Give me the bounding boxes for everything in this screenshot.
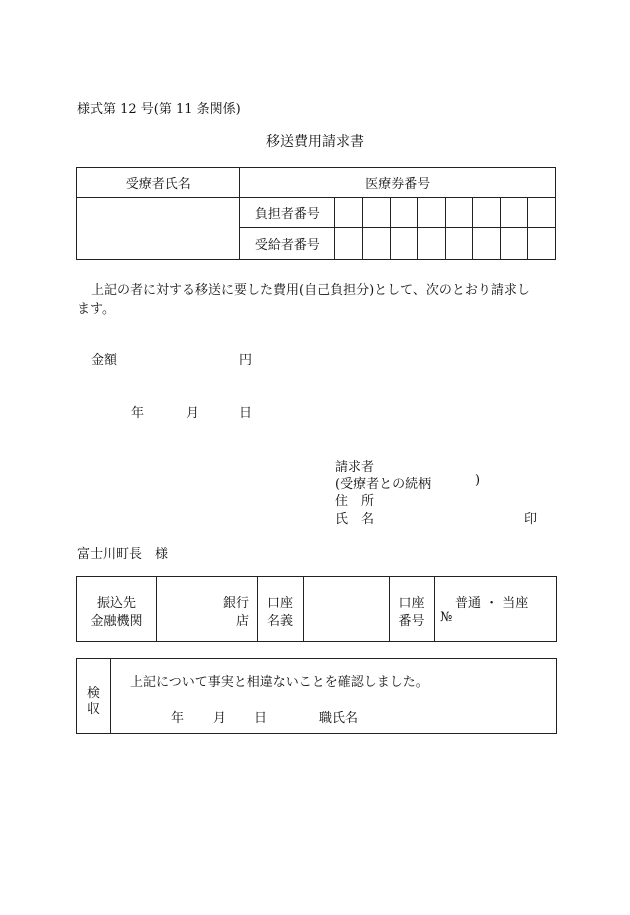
certificate-table	[76, 167, 556, 260]
inspection-month: 月	[213, 711, 227, 726]
recipient-digit-cell[interactable]	[445, 228, 473, 260]
institution-label: 金融機関	[90, 614, 143, 629]
account-number-label1: 口座	[398, 596, 425, 611]
inspection-label-1: 検	[86, 686, 100, 701]
account-holder-field[interactable]	[304, 578, 388, 640]
recipient-digit-cell[interactable]	[335, 228, 363, 260]
bank-table	[76, 576, 557, 642]
recipient-digit-cell[interactable]	[390, 228, 418, 260]
recipient-digit-cell[interactable]	[362, 228, 390, 260]
branch-suffix: 店	[236, 614, 250, 629]
inspection-box	[76, 658, 557, 734]
body-text-line1: 上記の者に対する移送に要した費用(自己負担分)として、次のとおり請求し	[91, 283, 530, 298]
burden-digit-cell[interactable]	[528, 198, 556, 228]
form-number: 様式第 12 号(第 11 条関係)	[77, 102, 241, 117]
recipient-digit-cell[interactable]	[500, 228, 528, 260]
date-day: 日	[239, 406, 253, 421]
burden-number-label: 負担者番号	[240, 198, 335, 228]
claimant-address: 住 所	[335, 494, 375, 509]
patient-name-header: 受療者氏名	[77, 168, 240, 198]
account-holder-label2: 名義	[266, 614, 293, 629]
burden-digit-cell[interactable]	[500, 198, 528, 228]
amount-unit: 円	[239, 353, 253, 368]
account-holder-label1: 口座	[266, 596, 293, 611]
claimant-name: 氏 名	[335, 512, 375, 527]
claimant-relation: (受療者との続柄	[335, 477, 432, 492]
account-number-label2: 番号	[398, 614, 425, 629]
inspection-label-2: 収	[86, 702, 100, 717]
bank-suffix: 銀行	[223, 596, 250, 611]
body-text-line2: ます。	[77, 302, 115, 317]
burden-digit-cell[interactable]	[473, 198, 501, 228]
certificate-number-header: 医療券番号	[240, 168, 556, 198]
recipient-digit-cell[interactable]	[418, 228, 446, 260]
inspection-day: 日	[254, 711, 268, 726]
patient-name-field[interactable]	[77, 198, 240, 260]
burden-digit-cell[interactable]	[390, 198, 418, 228]
seal-mark: 印	[524, 512, 538, 527]
claimant-relation-close: )	[475, 473, 481, 488]
date-year: 年	[131, 406, 145, 421]
amount-label: 金額	[91, 353, 118, 368]
burden-digit-cell[interactable]	[418, 198, 446, 228]
inspection-statement: 上記について事実と相違ないことを確認しました。	[130, 675, 429, 690]
page-title: 移送費用請求書	[266, 134, 364, 150]
account-type[interactable]: 普通 ・ 当座	[455, 596, 529, 611]
claimant-label: 請求者	[335, 460, 375, 475]
transfer-to-label: 振込先	[96, 596, 136, 611]
recipient-number-label: 受給者番号	[240, 228, 335, 260]
recipient-digit-cell[interactable]	[473, 228, 501, 260]
date-month: 月	[186, 406, 200, 421]
burden-digit-cell[interactable]	[335, 198, 363, 228]
inspection-year: 年	[171, 711, 185, 726]
recipient-digit-cell[interactable]	[528, 228, 556, 260]
official-name-label: 職氏名	[319, 711, 359, 726]
burden-digit-cell[interactable]	[362, 198, 390, 228]
number-symbol: №	[440, 610, 453, 625]
burden-digit-cell[interactable]	[445, 198, 473, 228]
addressee: 富士川町長 様	[77, 547, 169, 562]
